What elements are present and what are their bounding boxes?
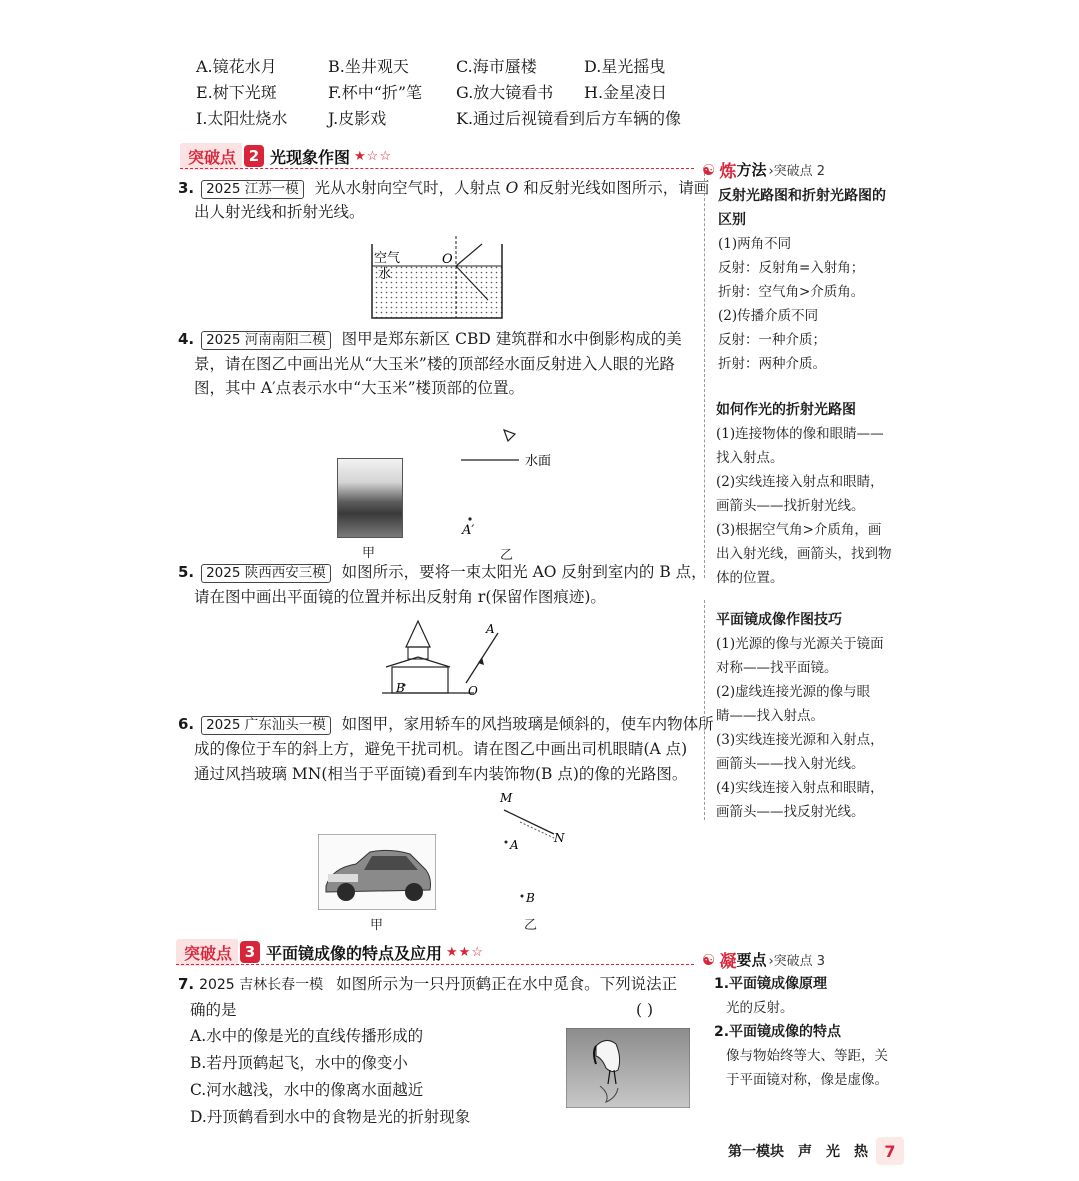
- figure-caption-jia: 甲: [362, 546, 376, 561]
- question-text: 如图甲，家用轿车的风挡玻璃是倾斜的，使车内物体所: [341, 715, 714, 733]
- question-text: 和反射光线如图所示，请画: [518, 179, 710, 197]
- option-a: A.镜花水月: [196, 57, 277, 76]
- answer-bracket: ( ): [636, 1001, 654, 1019]
- section-label: 突破点: [180, 143, 242, 170]
- cbd-photo: [337, 458, 403, 538]
- question-number: 4.: [178, 330, 195, 348]
- header-sub: ›突破点 2: [768, 164, 826, 179]
- point-m-label: M: [500, 791, 513, 805]
- option-h: H.金星凌日: [584, 83, 668, 102]
- refraction-line: (1)连接物体的像和眼睛——: [716, 426, 884, 442]
- refraction-line: (2)实线连接入射点和眼睛，: [716, 474, 884, 490]
- option-e: E.树下光斑: [196, 83, 277, 102]
- mirror-line: 画箭头——找入射光线。: [716, 756, 865, 772]
- question-6-line2: 成的像位于车的斜上方，避免干扰司机。请在图乙中画出司机眼睛(A 点): [194, 740, 688, 758]
- mirror-line: (4)实线连接入射点和眼睛，: [716, 780, 884, 796]
- photo-frame: [566, 1028, 690, 1108]
- keypoint-heading-2: 2.平面镜成像的特点: [714, 1024, 842, 1040]
- section-divider: [180, 168, 694, 169]
- mirror-line: (1)光源的像与光源关于镜面: [716, 636, 884, 652]
- method-line: 反射：反射角=入射角；: [718, 260, 865, 276]
- method-title-2: 区别: [718, 212, 746, 228]
- q4-figure: [455, 424, 565, 534]
- question-5-line2: 请在图中画出平面镜的位置并标出反射角 r(保留作图痕迹)。: [194, 588, 606, 606]
- q7-option-d: D.丹顶鹤看到水中的食物是光的折射现象: [190, 1108, 471, 1126]
- keypoint-header: [702, 947, 825, 972]
- mirror-hatching: [520, 822, 554, 838]
- footer-module: 第一模块 声 光 热: [728, 1144, 868, 1160]
- question-3-line2: 出人射光线和折射光线。: [194, 203, 365, 221]
- q6-figure: [490, 786, 580, 910]
- method-header: [702, 157, 825, 182]
- car-wheel: [337, 883, 355, 901]
- header-sub: ›突破点 3: [768, 954, 826, 969]
- question-number: 6.: [178, 715, 195, 733]
- q5-figure: [382, 617, 522, 701]
- point-o-label: O: [442, 252, 453, 267]
- point-o-label: O: [468, 684, 478, 698]
- air-label: 空气: [374, 251, 401, 266]
- question-5-line1: [178, 560, 707, 584]
- roof-tower: [406, 621, 430, 647]
- keypoint-line: 于平面镜对称，像是虚像。: [726, 1072, 888, 1088]
- keypoint-line: 光的反射。: [726, 1000, 794, 1016]
- option-i: I.太阳灶烧水: [196, 109, 288, 128]
- point-b-label: B: [526, 891, 535, 905]
- option-g: G.放大镜看书: [456, 83, 554, 102]
- question-text: 如图所示，要将一束太阳光 AO 反射到室内的 B 点，: [341, 563, 707, 581]
- page-number: 7: [876, 1137, 904, 1165]
- question-3-line1: [178, 176, 709, 200]
- point-label: O: [505, 179, 519, 197]
- question-4-line2: 景，请在图乙中画出光从“大玉米”楼的顶部经水面反射进入人眼的光路: [194, 355, 675, 373]
- question-number: 5.: [178, 563, 195, 581]
- section-number: 2: [244, 145, 264, 167]
- question-6-line3: 通过风挡玻璃 MN(相当于平面镜)看到车内装饰物(B 点)的像的光路图。: [194, 765, 688, 783]
- question-4-line3: 图，其中 A′点表示水中“大玉米”楼顶部的位置。: [194, 379, 524, 397]
- mirror-title: 平面镜成像作图技巧: [716, 612, 842, 628]
- figure-caption-jia: 甲: [370, 918, 384, 933]
- figure-caption-yi: 乙: [500, 548, 514, 563]
- source-tag: 2025 河南南阳二模: [201, 331, 331, 350]
- mirror-line: 画箭头——找反射光线。: [716, 804, 865, 820]
- mirror-line: 对称——找平面镜。: [716, 660, 838, 676]
- sidebar-divider: [704, 168, 705, 578]
- figure-caption-yi: 乙: [524, 918, 538, 933]
- section-3-header: [176, 939, 484, 965]
- refraction-line: (3)根据空气角>介质角，画: [716, 522, 882, 538]
- question-text: 光从水射向空气时，人射点: [314, 179, 506, 197]
- option-f: F.杯中“折”笔: [328, 83, 423, 102]
- q7-option-a: A.水中的像是光的直线传播形成的: [190, 1027, 424, 1045]
- section-title: 平面镜成像的特点及应用: [266, 943, 443, 963]
- point-a: [505, 841, 508, 844]
- header-title: 方法: [736, 161, 767, 179]
- water-surface-label: 水面: [525, 454, 552, 469]
- q3-figure: [360, 236, 520, 322]
- refraction-line: 画箭头——找折射光线。: [716, 498, 865, 514]
- refraction-title: 如何作光的折射光路图: [716, 402, 856, 418]
- reflected-ray: [456, 244, 482, 266]
- keypoint-line: 像与物始终等大、等距，关: [726, 1048, 888, 1064]
- question-7-line2: 确的是: [190, 1001, 237, 1019]
- target-icon: ☯: [702, 950, 716, 969]
- point-a-prime: [468, 517, 471, 520]
- difficulty-stars: ★☆☆: [354, 148, 392, 164]
- method-title-1: 反射光路图和折射光路图的: [718, 188, 886, 204]
- car-grille: [328, 874, 358, 882]
- point-a-label: A: [486, 622, 495, 636]
- q7-option-c: C.河水越浅，水中的像离水面越近: [190, 1081, 424, 1099]
- source-tag: 2025 广东汕头一模: [201, 716, 331, 735]
- mirror-mn: [504, 810, 554, 834]
- source-tag: 2025 陕西西安三模: [201, 564, 331, 583]
- option-c: C.海市蜃楼: [456, 57, 537, 76]
- section-2-header: [180, 143, 392, 169]
- point-a-prime-label: A′: [462, 523, 475, 534]
- method-line: 反射：一种介质；: [718, 332, 826, 348]
- source-tag: 2025 吉林长春一模: [199, 977, 324, 993]
- section-label: 突破点: [176, 939, 238, 966]
- q7-option-b: B.若丹顶鹤起飞，水中的像变小: [190, 1054, 408, 1072]
- car-wheel: [405, 883, 423, 901]
- option-d: D.星光摇曳: [584, 57, 666, 76]
- method-line: (1)两角不同: [718, 236, 792, 252]
- source-tag: 2025 江苏一模: [201, 180, 304, 199]
- point-n-label: N: [554, 831, 565, 845]
- difficulty-stars: ★★☆: [446, 944, 484, 960]
- refraction-line: 体的位置。: [716, 570, 784, 586]
- question-7-line1: [178, 972, 677, 997]
- header-char: 炼: [719, 162, 737, 182]
- water-label: 水: [378, 267, 392, 282]
- method-line: 折射：空气角>介质角。: [718, 284, 865, 300]
- question-4-line1: [178, 327, 682, 351]
- option-j: J.皮影戏: [328, 109, 387, 128]
- question-text: 图甲是郑东新区 CBD 建筑群和水中倒影构成的美: [341, 330, 682, 348]
- mirror-line: 睛——找入射点。: [716, 708, 824, 724]
- point-b: [521, 895, 524, 898]
- refraction-line: 找入射点。: [716, 450, 784, 466]
- point-b-label: B: [396, 681, 405, 695]
- crane-photo: [566, 1028, 690, 1108]
- option-k: K.通过后视镜看到后方车辆的像: [456, 109, 682, 128]
- refraction-line: 出入射光线，画箭头，找到物: [716, 546, 892, 562]
- question-6-line1: [178, 712, 714, 736]
- section-divider: [176, 964, 694, 965]
- option-b: B.坐井观天: [328, 57, 409, 76]
- sidebar-divider: [704, 600, 705, 820]
- keypoint-heading-1: 1.平面镜成像原理: [714, 976, 828, 992]
- header-title: 要点: [736, 951, 767, 969]
- header-char: 凝: [719, 952, 737, 972]
- method-line: 折射：两种介质。: [718, 356, 826, 372]
- car-photo: [318, 834, 436, 910]
- target-icon: ☯: [702, 160, 716, 179]
- question-text: 如图所示为一只丹顶鹤正在水中觅食。下列说法正: [336, 975, 678, 993]
- question-number: 3.: [178, 179, 195, 197]
- mirror-line: (3)实线连接光源和入射点，: [716, 732, 884, 748]
- mirror-line: (2)虚线连接光源的像与眼: [716, 684, 871, 700]
- water-region: [372, 266, 502, 318]
- point-a-label: A: [510, 838, 519, 852]
- question-number: 7.: [178, 975, 195, 993]
- eye-icon: [504, 430, 515, 441]
- section-title: 光现象作图: [270, 147, 351, 167]
- method-line: (2)传播介质不同: [718, 308, 819, 324]
- section-number: 3: [240, 941, 260, 963]
